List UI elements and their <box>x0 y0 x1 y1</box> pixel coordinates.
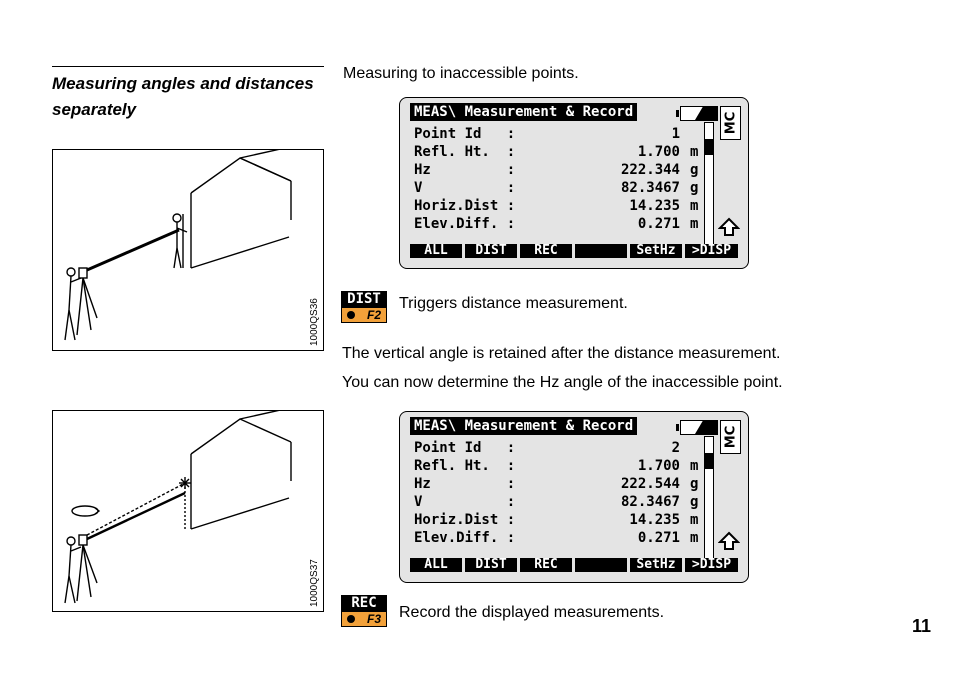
softkey-disp[interactable]: >DISP <box>685 558 738 572</box>
softkey-sethz[interactable]: SetHz <box>630 244 682 258</box>
softkey-dist[interactable]: DIST <box>465 558 517 572</box>
mc-indicator: MC <box>720 420 741 454</box>
up-arrow-icon <box>718 530 740 557</box>
softkey-dist[interactable]: DIST <box>465 244 517 258</box>
mc-indicator: MC <box>720 106 741 140</box>
softkey-empty[interactable] <box>575 244 627 258</box>
battery-icon <box>676 106 720 121</box>
instrument-screen-1: MEAS\ Measurement & Record MC Point Id : 1 Refl. Ht. : 1.700 m Hz : 222.344 g V : 82.3467 g Horiz.Dist : 14.235 m Elev.Diff. : 0.271 m ALL DIST REC SetHz >DISP <box>399 97 749 269</box>
section-title: Measuring angles and distances separately <box>52 74 314 119</box>
dist-description: Triggers distance measurement. <box>399 295 628 312</box>
scrollbar[interactable] <box>704 122 714 248</box>
retained-text: The vertical angle is retained after the distance measurement. <box>342 345 781 362</box>
softkey-empty[interactable] <box>575 558 627 572</box>
screen-title: MEAS\ Measurement & Record <box>410 417 637 435</box>
dist-key-label: DIST <box>341 291 387 308</box>
softkey-sethz[interactable]: SetHz <box>630 558 682 572</box>
illustration-distance-measurement <box>53 150 323 350</box>
battery-icon <box>676 420 720 435</box>
softkey-all[interactable]: ALL <box>410 558 462 572</box>
section-rule <box>52 66 324 67</box>
figure-1 <box>52 149 324 351</box>
screen-title: MEAS\ Measurement & Record <box>410 103 637 121</box>
illustration-hz-angle <box>53 411 323 611</box>
figure-code: 1000QS37 <box>309 559 320 607</box>
intro-text: Measuring to inaccessible points. <box>343 65 579 82</box>
page-number: 11 <box>912 616 932 636</box>
softkey-disp[interactable]: >DISP <box>685 244 738 258</box>
rec-description: Record the displayed measurements. <box>399 604 665 621</box>
softkey-bar <box>410 244 738 258</box>
dot-icon <box>347 311 355 319</box>
scroll-thumb[interactable] <box>705 453 713 469</box>
determine-text: You can now determine the Hz angle of the inaccessible point. <box>342 374 783 391</box>
up-arrow-icon <box>718 216 740 243</box>
rec-key-label: REC <box>341 595 387 612</box>
scrollbar[interactable] <box>704 436 714 562</box>
scroll-thumb[interactable] <box>705 139 713 155</box>
dist-key-f2: F2 <box>341 308 387 323</box>
figure-code: 1000QS36 <box>309 298 320 346</box>
softkey-bar <box>410 558 738 572</box>
rec-key-f3: F3 <box>341 612 387 627</box>
softkey-all[interactable]: ALL <box>410 244 462 258</box>
softkey-rec[interactable]: REC <box>520 558 572 572</box>
dist-key[interactable] <box>341 291 387 323</box>
softkey-rec[interactable]: REC <box>520 244 572 258</box>
figure-2 <box>52 410 324 612</box>
instrument-screen-2: MEAS\ Measurement & Record MC Point Id : 2 Refl. Ht. : 1.700 m Hz : 222.544 g V : 82.3467 g Horiz.Dist : 14.235 m Elev.Diff. : 0.271 m ALL DIST REC SetHz >DISP <box>399 411 749 583</box>
rec-key[interactable] <box>341 595 387 627</box>
dot-icon <box>347 615 355 623</box>
